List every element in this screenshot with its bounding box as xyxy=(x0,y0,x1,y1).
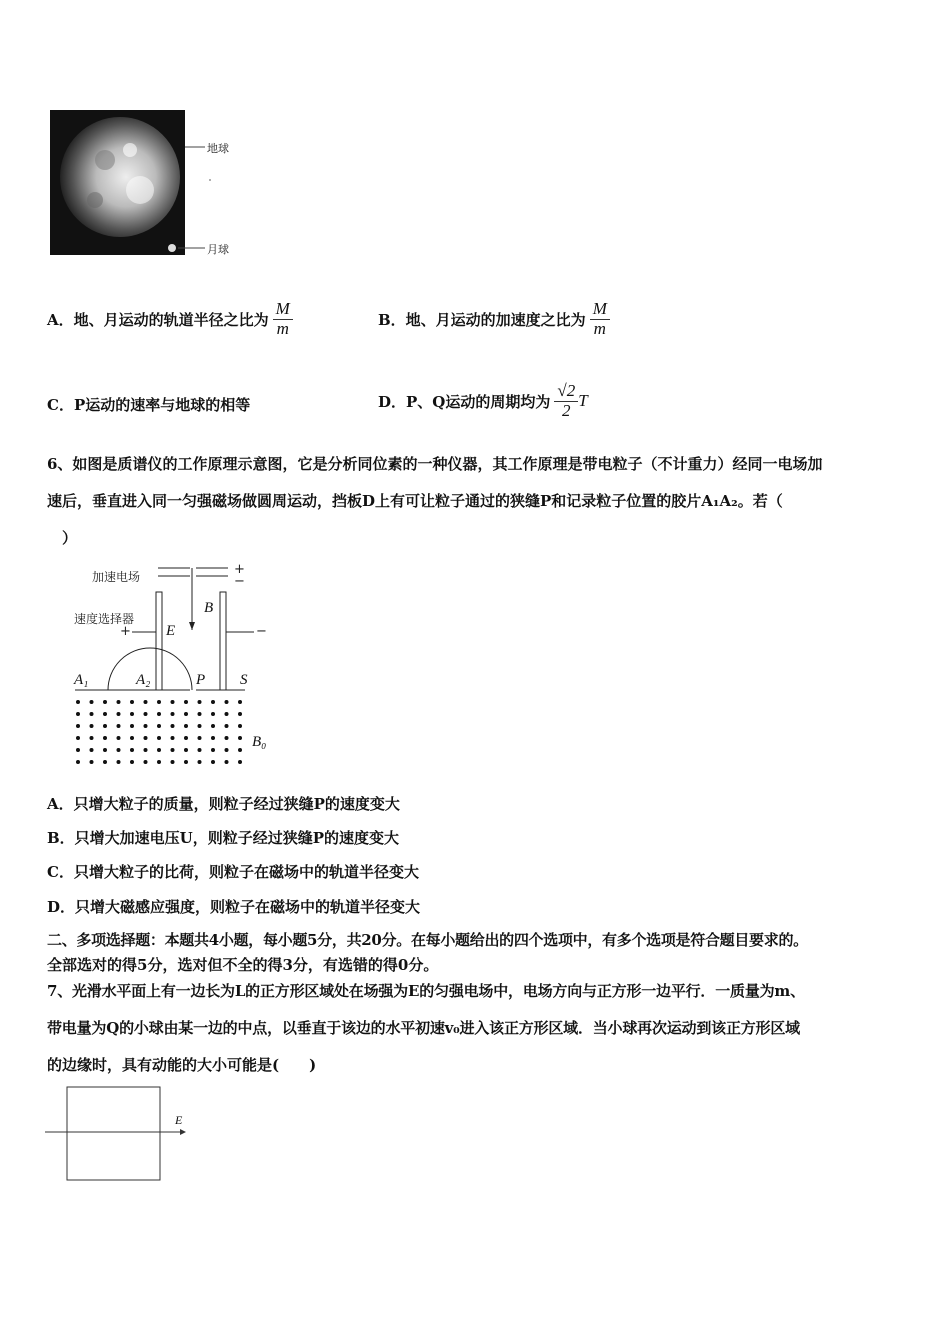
field-dot xyxy=(90,760,94,764)
field-dot xyxy=(238,712,242,716)
field-dot xyxy=(157,748,161,752)
field-dot xyxy=(117,724,121,728)
field-dot xyxy=(171,712,175,716)
accel-field-label: 加速电场 xyxy=(92,570,141,584)
earth-label: 地球 xyxy=(207,142,229,155)
field-dot xyxy=(225,700,229,704)
field-dot xyxy=(103,736,107,740)
q7-stem-line3: 的边缘时，具有动能的大小可能是( ) xyxy=(47,1056,317,1074)
option-a-numerator: M xyxy=(273,300,293,320)
section2-line1: 二、多项选择题：本题共4小题，每小题5分，共20分。在每小题给出的四个选项中，有多个选项是符合题目要求的。 xyxy=(47,931,808,949)
q5-option-b xyxy=(378,288,610,350)
field-dot xyxy=(117,736,121,740)
option-d-tail: T xyxy=(578,391,588,410)
field-dot xyxy=(76,748,80,752)
field-dot xyxy=(171,748,175,752)
field-dot xyxy=(90,724,94,728)
field-dot xyxy=(171,760,175,764)
earth-moon-figure xyxy=(45,105,245,260)
field-dot xyxy=(184,748,188,752)
field-dot xyxy=(157,736,161,740)
b0-label: B₀ xyxy=(252,734,267,750)
field-dot xyxy=(157,712,161,716)
q6-stem-line2: 速后，垂直进入同一匀强磁场做圆周运动，挡板D上有可让粒子通过的狭缝P和记录粒子位置的胶片A₁A₂。若（ xyxy=(47,492,783,510)
q5-option-d xyxy=(378,370,588,432)
field-dot xyxy=(238,724,242,728)
field-dot xyxy=(211,748,215,752)
field-dot xyxy=(76,760,80,764)
option-d-numerator: √2 xyxy=(554,382,578,402)
field-dot xyxy=(117,748,121,752)
q5-option-a xyxy=(47,288,293,350)
field-dot xyxy=(144,724,148,728)
a2-label: A₂ xyxy=(136,672,151,688)
field-dot xyxy=(103,760,107,764)
mass-spectrometer-diagram xyxy=(70,560,270,772)
field-dot xyxy=(144,760,148,764)
q7-stem-line1: 7、光滑水平面上有一边长为L的正方形区域处在场强为E的匀强电场中，电场方向与正方形一边平行．一质量为m、 xyxy=(47,982,805,1000)
field-dot xyxy=(90,700,94,704)
field-dot xyxy=(225,724,229,728)
option-b-text: B．地、月运动的加速度之比为 xyxy=(378,310,586,329)
field-dot xyxy=(211,760,215,764)
field-dot xyxy=(76,712,80,716)
field-dot xyxy=(184,700,188,704)
field-dot xyxy=(211,712,215,716)
field-dot xyxy=(184,760,188,764)
plus-sign-left: + xyxy=(120,624,131,639)
field-dot xyxy=(198,736,202,740)
option-a-text: A．地、月运动的轨道半径之比为 xyxy=(47,310,269,329)
option-d-denominator: 2 xyxy=(562,400,571,420)
field-dot xyxy=(76,700,80,704)
field-dot xyxy=(225,748,229,752)
earth-image xyxy=(60,117,180,237)
q6-option-b: B．只增大加速电压U，则粒子经过狭缝P的速度变大 xyxy=(47,829,400,847)
field-dot xyxy=(157,700,161,704)
field-dot xyxy=(171,724,175,728)
field-dot xyxy=(130,748,134,752)
square-field-figure xyxy=(40,1085,200,1185)
field-dot xyxy=(103,700,107,704)
square-field-diagram xyxy=(40,1085,200,1185)
q7-stem-line2: 带电量为Q的小球由某一边的中点，以垂直于该边的水平初速v₀进入该正方形区域．当小球再次运动到该正方形区域 xyxy=(47,1019,800,1037)
q5-option-c xyxy=(47,394,250,415)
q6-option-a: A．只增大粒子的质量，则粒子经过狭缝P的速度变大 xyxy=(47,795,400,813)
option-c-text: C．P运动的速率与地球的相等 xyxy=(47,396,251,414)
field-dot xyxy=(238,700,242,704)
field-dot xyxy=(225,760,229,764)
field-dot xyxy=(198,700,202,704)
moon-image xyxy=(168,244,176,252)
field-dot xyxy=(171,700,175,704)
s-label: S xyxy=(240,672,248,688)
field-dot xyxy=(76,736,80,740)
field-dot xyxy=(225,736,229,740)
q6-stem-line1: 6、如图是质谱仪的工作原理示意图，它是分析同位素的一种仪器，其工作原理是带电粒子（不计重力）经同一电场加 xyxy=(47,455,823,473)
field-dot xyxy=(238,736,242,740)
field-dot xyxy=(144,748,148,752)
field-dot xyxy=(130,712,134,716)
velocity-selector-label: 速度选择器 xyxy=(74,612,135,626)
moon-label: 月球 xyxy=(207,243,229,256)
field-e-label: E xyxy=(166,623,176,639)
minus-sign-right: − xyxy=(256,624,267,639)
field-dot xyxy=(144,736,148,740)
field-dot xyxy=(211,736,215,740)
field-dot xyxy=(117,712,121,716)
q6-stem-line3: ） xyxy=(62,529,78,547)
field-e-label-q7: E xyxy=(175,1113,183,1127)
field-dot xyxy=(130,700,134,704)
field-dot xyxy=(211,700,215,704)
a1-label: A₁ xyxy=(74,672,89,688)
field-dot xyxy=(103,724,107,728)
field-dot xyxy=(144,712,148,716)
field-dot xyxy=(225,712,229,716)
field-dot xyxy=(184,712,188,716)
field-dot xyxy=(157,724,161,728)
section2-line2: 全部选对的得5分，选对但不全的得3分，有选错的得0分。 xyxy=(47,956,439,974)
option-b-numerator: M xyxy=(590,300,610,320)
minus-sign-top: − xyxy=(234,574,245,589)
field-dot xyxy=(90,748,94,752)
q6-option-c: C．只增大粒子的比荷，则粒子在磁场中的轨道半径变大 xyxy=(47,863,419,881)
field-dot xyxy=(90,736,94,740)
field-dot xyxy=(171,736,175,740)
option-d-text: D．P、Q运动的周期均为 xyxy=(378,392,551,411)
field-dot xyxy=(130,736,134,740)
field-dot xyxy=(238,760,242,764)
field-dot xyxy=(76,724,80,728)
field-dot xyxy=(103,712,107,716)
field-dot xyxy=(103,748,107,752)
option-a-denominator: m xyxy=(276,318,289,338)
slit-p-label: P xyxy=(196,672,206,688)
field-dot xyxy=(184,724,188,728)
field-dot xyxy=(198,712,202,716)
earth-moon-photo xyxy=(45,105,245,260)
field-dot xyxy=(238,748,242,752)
field-dot xyxy=(144,700,148,704)
field-dot xyxy=(198,724,202,728)
plus-sign-top: + xyxy=(234,562,245,577)
field-dot xyxy=(130,724,134,728)
field-dot xyxy=(130,760,134,764)
option-b-denominator: m xyxy=(593,318,606,338)
field-dot xyxy=(117,700,121,704)
field-dot xyxy=(184,736,188,740)
field-b-label: B xyxy=(204,600,214,616)
field-dot xyxy=(117,760,121,764)
magnetic-field-dots xyxy=(76,700,242,764)
field-dot xyxy=(157,760,161,764)
field-dot xyxy=(198,748,202,752)
field-dot xyxy=(211,724,215,728)
mass-spectrometer-figure xyxy=(70,560,270,772)
field-dot xyxy=(90,712,94,716)
q6-option-d: D．只增大磁感应强度，则粒子在磁场中的轨道半径变大 xyxy=(47,898,421,916)
field-dot xyxy=(198,760,202,764)
